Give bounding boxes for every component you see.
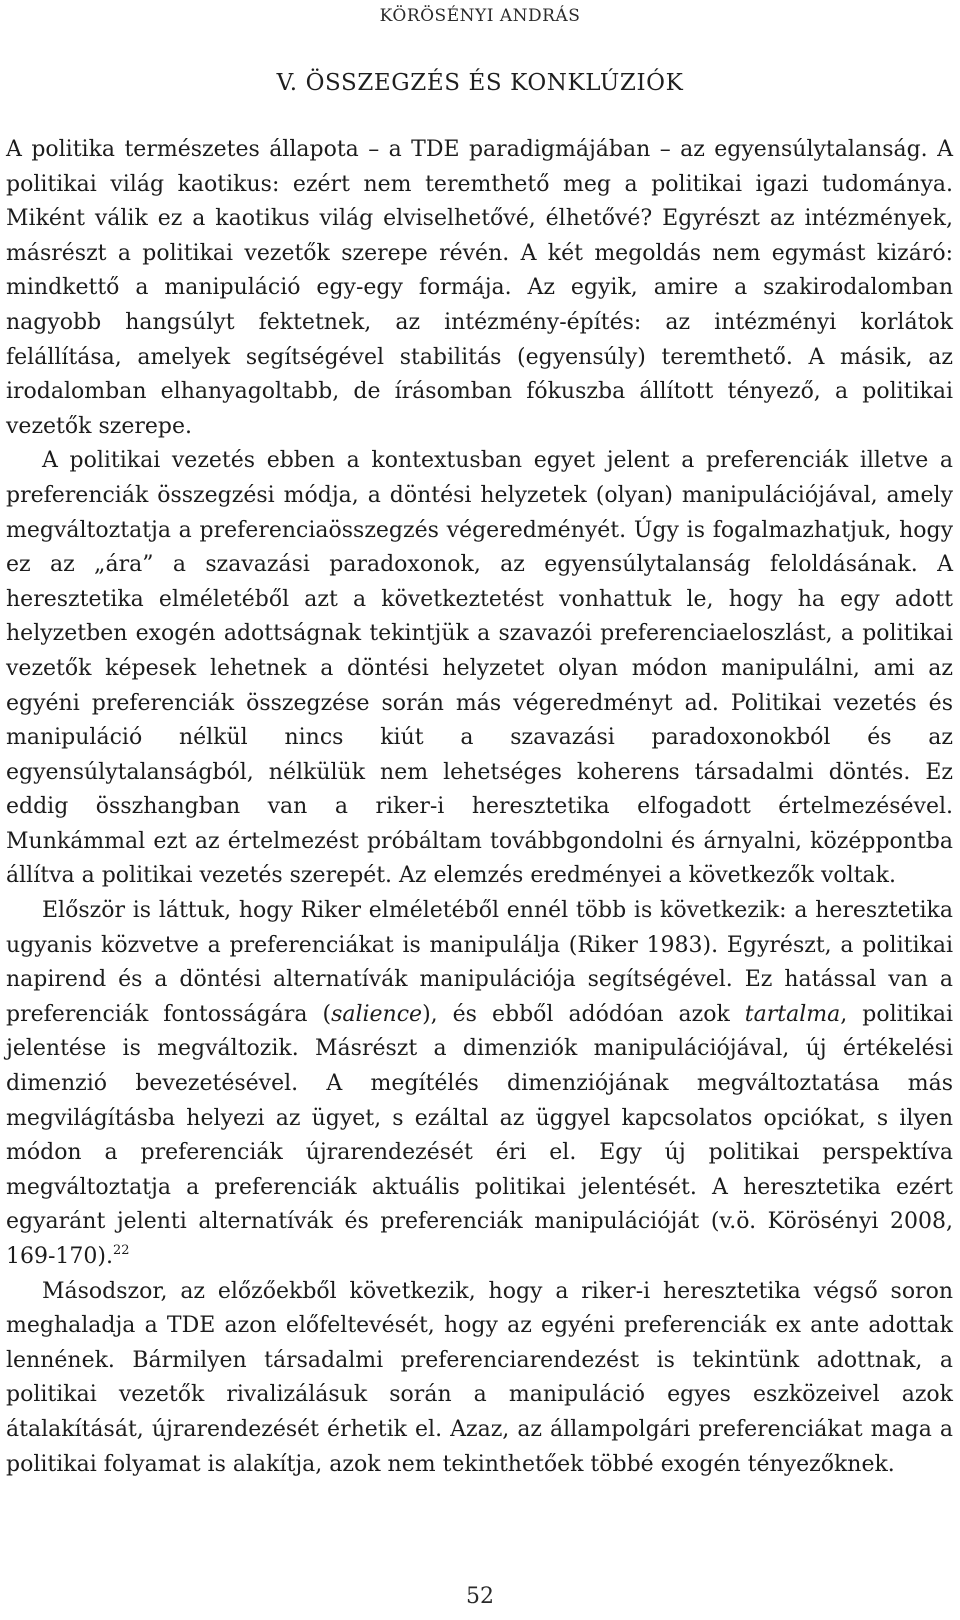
body-text — [6, 133, 953, 1482]
term-tartalma: tartalma — [744, 1001, 841, 1027]
running-header: KÖRÖSÉNYI ANDRÁS — [379, 6, 581, 26]
footnote-marker[interactable]: 22 — [113, 1243, 130, 1258]
page-number: 52 — [466, 1584, 494, 1609]
paragraph-1: A politika természetes állapota – a TDE paradigmájában – az egyensúlytalanság. A politikai világ kaotikus: ezért nem teremthető meg a politikai igazi tudománya. Miként válik ez a kaotikus világ elviselhetővé, élhetővé? Egyrészt az intézmények, másrészt a politikai vezetők szerepe révén. A két megoldás nem egymást kizáró: mindkettő a manipuláció egy-egy formája. Az egyik, amire a szakirodalomban nagyobb hangsúlyt fektetnek, az intézmény-építés: az intézményi korlátok felállítása, amelyek segítségével stabilitás (egyensúly) teremthető. A másik, az irodalomban elhanyagoltabb, de írásomban fókuszba állított tényező, a politikai vezetők szerepe. — [6, 137, 953, 439]
chapter-title: V. ÖSSZEGZÉS ÉS KONKLÚZIÓK — [276, 70, 684, 96]
paragraph-2: A politikai vezetés ebben a kontextusban egyet jelent a preferenciák illetve a preferenciák összegzési módja, a döntési helyzetek (olyan) manipulációjával, amely megváltoztatja a preferenciaösszegzés végeredményét. Úgy is fogalmazhatjuk, hogy ez az „ára” a szavazási paradoxonok, az egyensúlytalanság feloldásának. A heresztetika elméletéből azt a következtetést vonhattuk le, hogy ha egy adott helyzetben exogén adottságnak tekintjük a szavazói preferenciaeloszlást, a politikai vezetők képesek lehetnek a döntési helyzetet olyan módon manipulálni, ami az egyéni preferenciák összegzése során más végeredményt ad. Politikai vezetés és manipuláció nélkül nincs kiút a szavazási paradoxonokból és az egyensúlytalanságból, nélkülük nem lehetséges koherens társadalmi döntés. Ez eddig összhangban van a riker-i heresztetika elfogadott értelmezésével. Munkámmal ezt az értelmezést próbáltam továbbgondolni és árnyalni, középpontba állítva a politikai vezetés szerepét. Az elemzés eredményei a következők voltak. — [6, 448, 953, 889]
paragraph-4: Másodszor, az előzőekből következik, hogy a riker-i heresztetika végső soron meghaladja a TDE azon előfeltevését, hogy az egyéni preferenciák ex ante adottak lennének. Bármilyen társadalmi preferenciarendezést is tekintünk adottnak, a politikai vezetők rivalizálásuk során a manipuláció egyes eszközeivel azok átalakítását, újrarendezését érhetik el. Azaz, az állampolgári preferenciákat maga a politikai folyamat is alakítja, azok nem tekinthetőek többé exogén tényezőknek. — [6, 1278, 953, 1477]
paragraph-3-part-b: ), és ebből adódóan azok — [422, 1001, 745, 1027]
paragraph-3 — [6, 894, 953, 1275]
paragraph-3-part-c: , politikai jelentése is megváltozik. Másrészt a dimenziók manipulációjával, új értékelési dimenzió bevezetésével. A megítélés dimenziójának megváltoztatása más megvilágításba helyezi az ügyet, s ezáltal az üggyel kapcsolatos opciókat, s ilyen módon a preferenciák újrarendezését éri el. Egy új politikai perspektíva megváltoztatja a preferenciák aktuális politikai jelentését. A heresztetika ezért egyaránt jelenti alternatívák és preferenciák manipulációját (v.ö. Körösényi 2008, 169-170). — [6, 1001, 954, 1269]
paragraph-3-part-a: Először is láttuk, hogy Riker elméletéből ennél több is következik: a heresztetika ugyanis közvetve a preferenciákat is manipulálja (Riker 1983). Egyrészt, a politikai napirend és a döntési alternatívák manipulációja segítségével. Ez hatással van a preferenciák fontosságára ( — [6, 898, 953, 1027]
term-salience: salience — [331, 1001, 423, 1027]
